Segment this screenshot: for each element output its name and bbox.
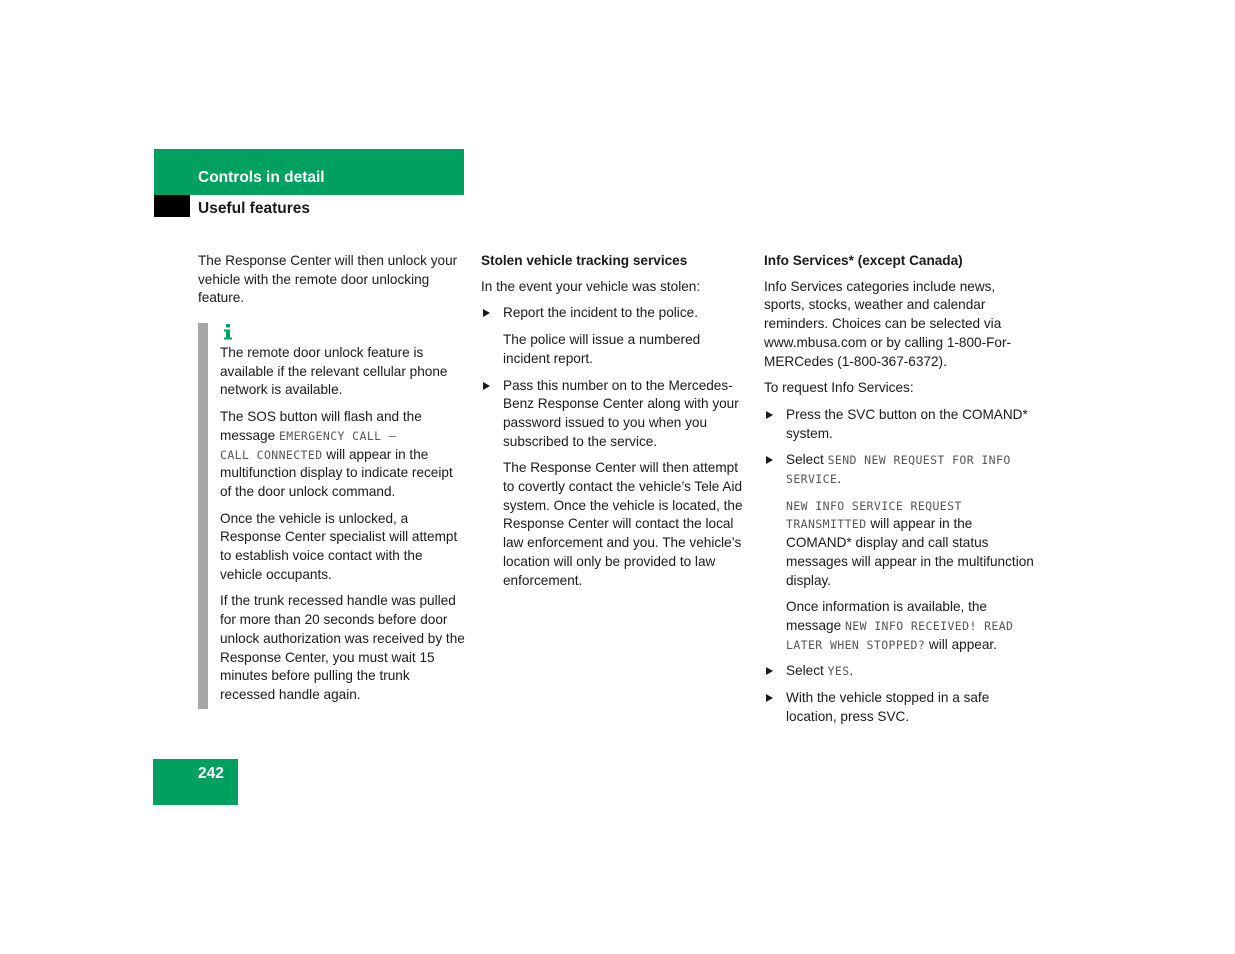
paragraph: In the event your vehicle was stolen: [481, 278, 701, 294]
step-result: The police will issue a numbered incident report. [503, 332, 701, 366]
display-message: YES [827, 664, 850, 679]
subsection-marker [154, 195, 190, 217]
step-text: Press the SVC button on the COMAND* system. [786, 406, 1028, 441]
column-1 [198, 252, 466, 316]
step-text: . [849, 663, 854, 679]
column-2 [481, 252, 749, 598]
step-text: Once information is available, the message [786, 599, 987, 633]
step-result [764, 497, 1034, 591]
page-number-tab [153, 759, 238, 805]
step-text: Report the incident to the police. [503, 305, 698, 321]
arrow-bullet-icon [766, 667, 773, 675]
arrow-bullet-icon [483, 382, 490, 390]
section-title: Controls in detail [198, 169, 325, 186]
step-item [481, 377, 749, 452]
note-side-bar [198, 323, 208, 709]
note-paragraph: Once the vehicle is unlocked, a Response Center specialist will attempt to establish voice contact with the vehicle occupants. [220, 510, 458, 582]
display-message: CALL CONNECTED [220, 447, 323, 462]
display-message: NEW INFO SERVICE REQUEST TRANSMITTED [786, 498, 962, 532]
step-text: Select [786, 452, 828, 468]
step-item [764, 406, 1034, 443]
info-note [198, 323, 466, 709]
step-result [764, 598, 1034, 654]
note-paragraph: If the trunk recessed handle was pulled for more than 20 seconds before door unlock authorization was received by the Response Center, you must wait 15 minutes before pulling the trunk recessed handle again. [220, 593, 465, 702]
section-heading: Info Services* (except Canada) [764, 253, 963, 268]
step-text: Pass this number on to the Mercedes-Benz Response Center along with your password issued to you when you subscribed to the service. [503, 377, 739, 449]
note-body [220, 344, 466, 713]
step-text: will appear in the COMAND* display and call status messages will appear in the multifunction display. [786, 516, 1034, 588]
paragraph: To request Info Services: [764, 380, 914, 396]
note-paragraph [220, 408, 466, 502]
step-item [764, 662, 1034, 681]
info-icon [220, 323, 236, 341]
step-item [481, 304, 749, 323]
intro-paragraph: The Response Center will then unlock your vehicle with the remote door unlocking feature. [198, 253, 458, 306]
display-message: EMERGENCY CALL – [278, 428, 397, 443]
display-message: NEW INFO RECEIVED! READ LATER WHEN STOPPED? [786, 618, 1014, 652]
step-text: . [837, 471, 842, 487]
step-result: The Response Center will then attempt to covertly contact the vehicle’s Tele Aid system. Once the vehicle is located, the Response Center will contact the local law enforcement and you. The vehicle’s location will only be provided to law enforcement. [503, 460, 743, 588]
step-text: will appear. [925, 636, 997, 652]
arrow-bullet-icon [483, 309, 490, 317]
note-text-fragment: The SOS button will flash and the message [220, 409, 422, 443]
step-text: With the vehicle stopped in a safe location, press SVC. [786, 690, 990, 724]
note-paragraph: The remote door unlock feature is available if the relevant cellular phone network is available. [220, 345, 448, 398]
display-message: SEND NEW REQUEST FOR INFO SERVICE [786, 453, 1011, 487]
arrow-bullet-icon [766, 694, 773, 702]
page-number: 242 [198, 765, 224, 782]
subsection-title: Useful features [198, 200, 310, 217]
section-heading: Stolen vehicle tracking services [481, 253, 688, 268]
arrow-bullet-icon [766, 456, 773, 464]
step-text: Select [786, 663, 828, 679]
arrow-bullet-icon [766, 411, 773, 419]
step-item [764, 451, 1034, 488]
note-text-fragment: will appear in the multifunction display to indicate receipt of the door unlock command. [220, 446, 453, 499]
paragraph: Info Services categories include news, sports, stocks, weather and calendar reminders. Choices can be selected via www.mbusa.com or by calling 1-800-For-MERCedes (1-800-367-6372). [764, 278, 1012, 369]
step-item [764, 689, 1034, 726]
column-3 [764, 252, 1034, 734]
